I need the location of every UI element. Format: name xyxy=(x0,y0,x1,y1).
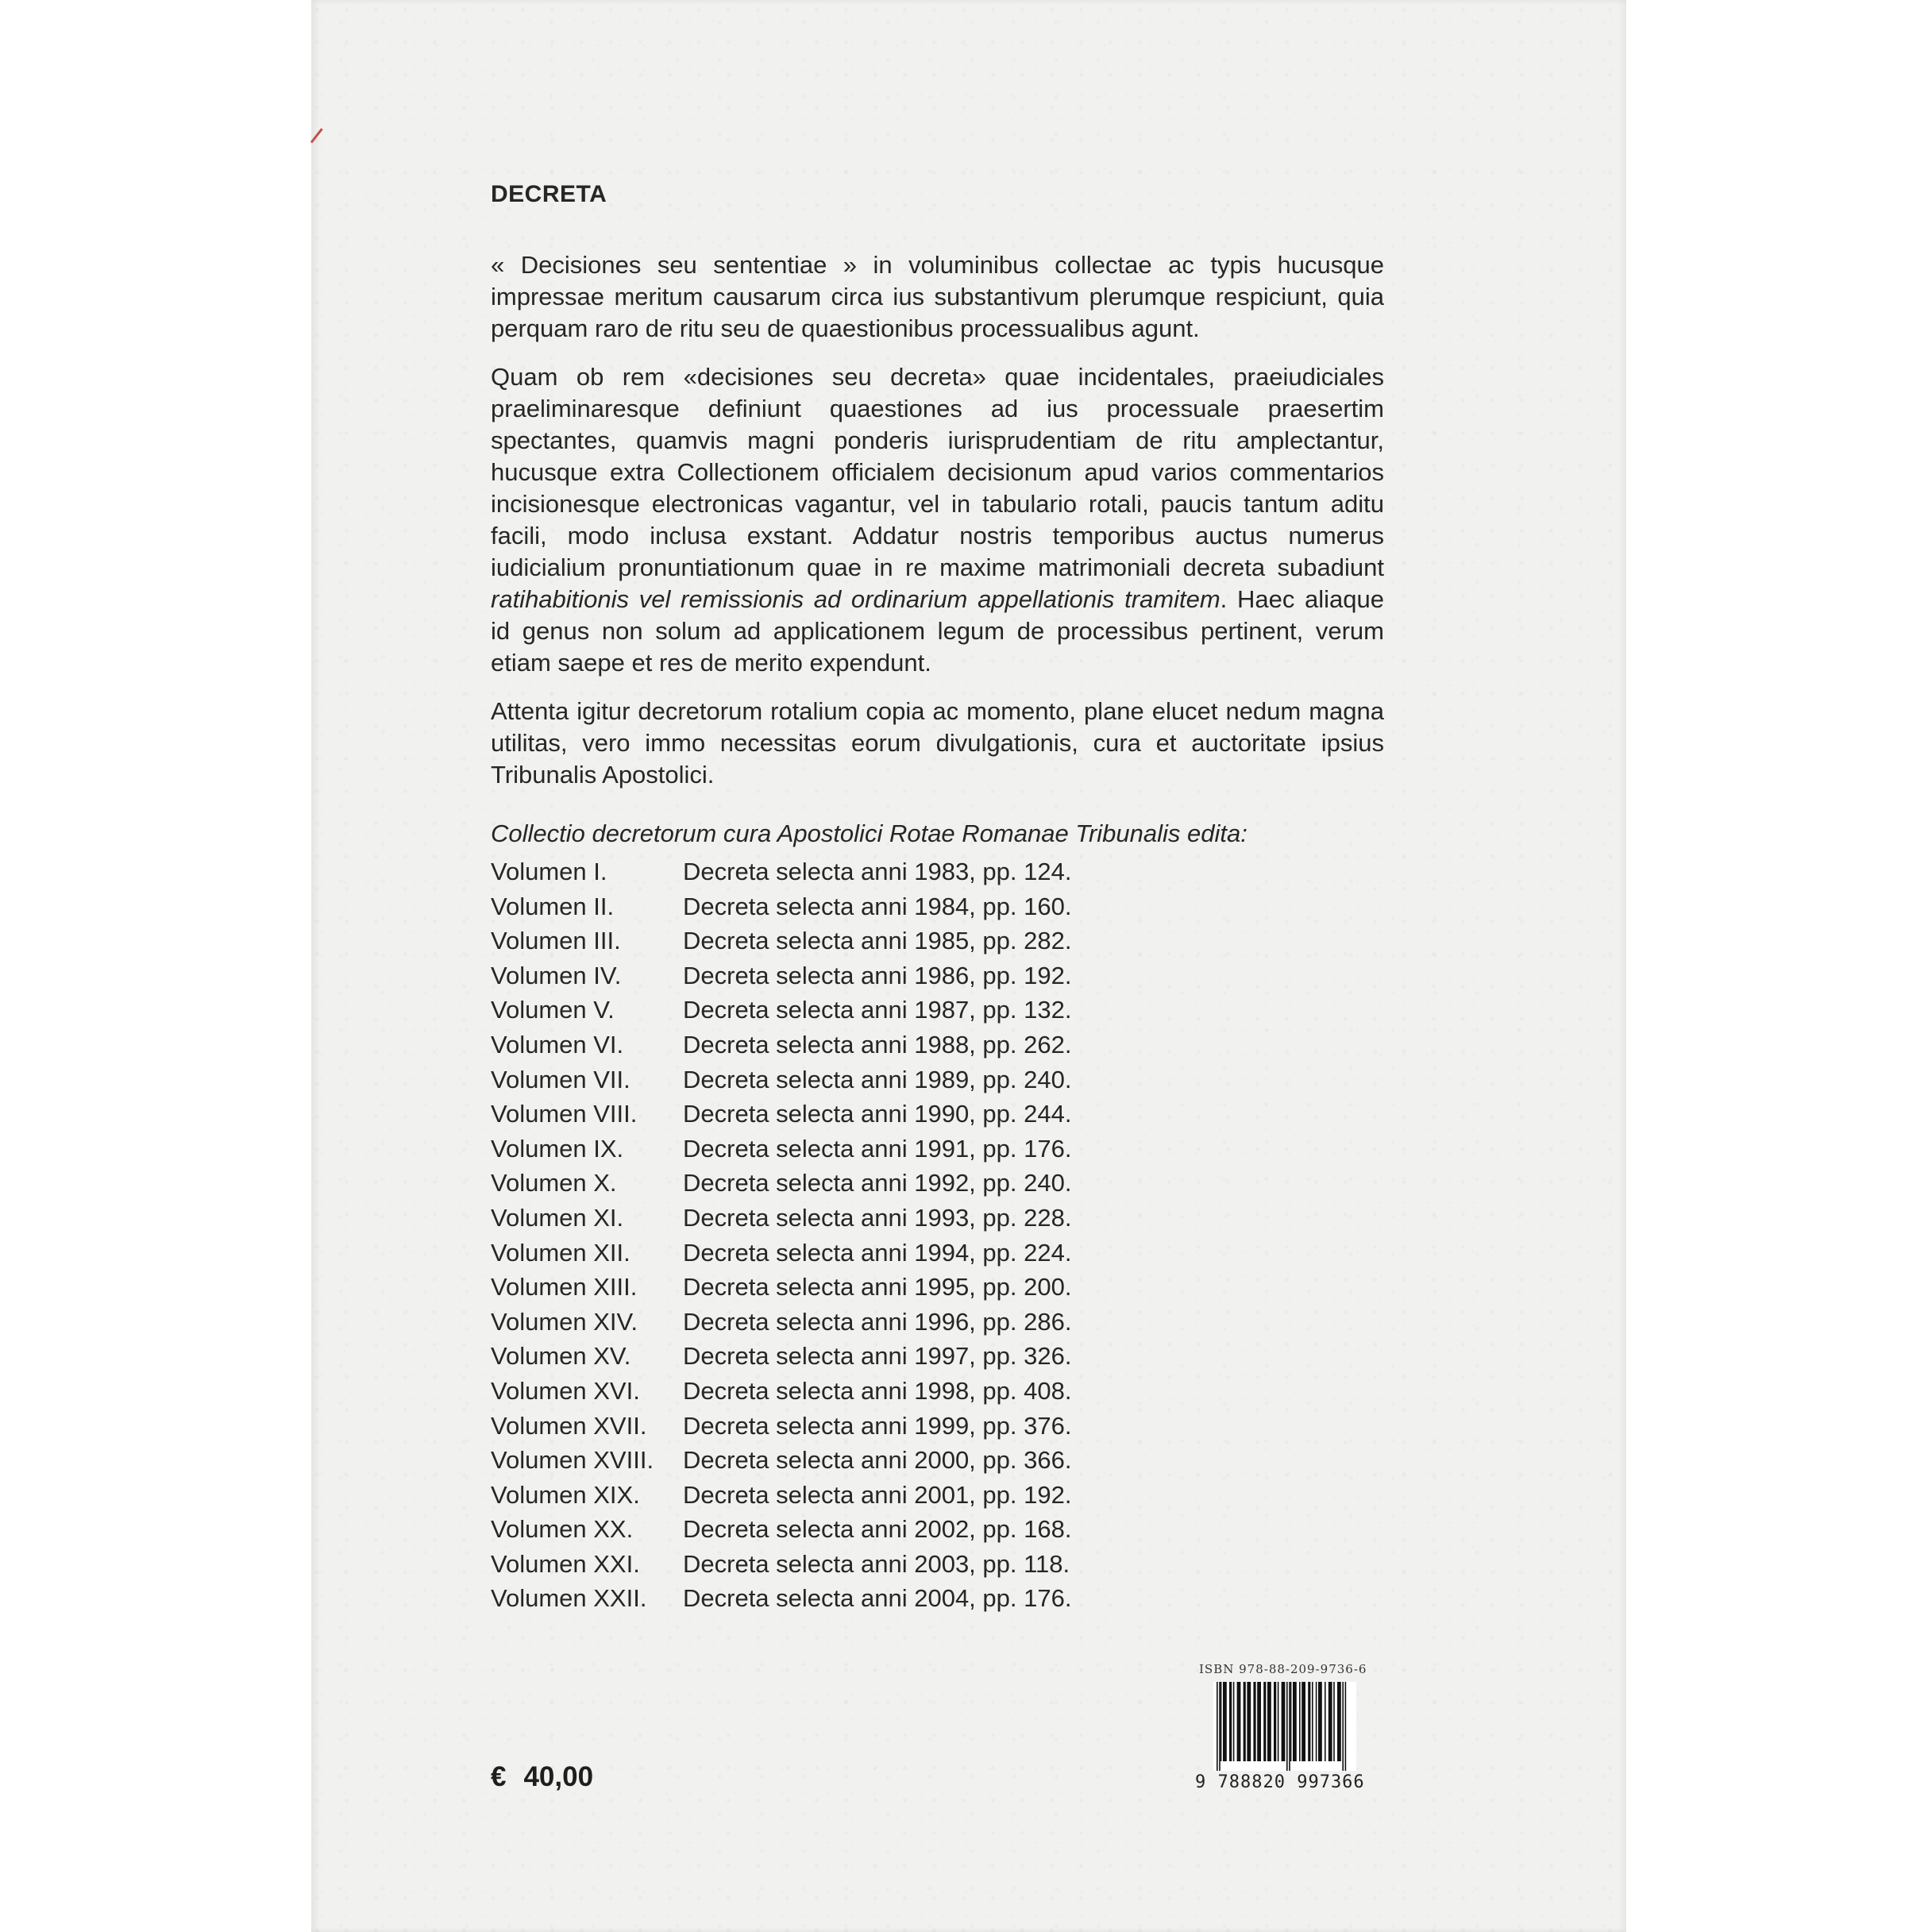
volume-description: Decreta selecta anni 1994, pp. 224. xyxy=(683,1238,1072,1267)
barcode-bar xyxy=(1308,1682,1310,1761)
volume-number: Volumen VII. xyxy=(491,1065,631,1093)
volume-description: Decreta selecta anni 1997, pp. 326. xyxy=(683,1342,1072,1371)
barcode-bars xyxy=(1213,1682,1356,1771)
volume-description: Decreta selecta anni 1995, pp. 200. xyxy=(683,1273,1072,1301)
list-item xyxy=(491,924,1384,958)
paragraph-1: « Decisiones seu sententiae » in voluminibus collectae ac typis hucusque impressae meritum causarum circa ius substantivum plerumque respiciunt, quia perquam raro de ritu seu de quaestionibus processualibus agunt. xyxy=(491,251,1384,342)
isbn-label: ISBN 978-88-209-9736-6 xyxy=(1199,1662,1367,1676)
barcode-bar xyxy=(1299,1682,1301,1761)
barcode-bar xyxy=(1253,1682,1255,1761)
barcode-bar xyxy=(1257,1682,1261,1761)
volume-description: Decreta selecta anni 1991, pp. 176. xyxy=(683,1134,1072,1163)
volume-number: Volumen XIX. xyxy=(491,1480,640,1509)
paragraph-3: Attenta igitur decretorum rotalium copia ac momento, plane elucet nedum magna utilitas, vero immo necessitas eorum divulgationis, cura et auctoritate ipsius Tribunalis Apostolici. xyxy=(491,697,1384,789)
list-item xyxy=(491,1478,1384,1513)
barcode-bar xyxy=(1312,1682,1313,1761)
barcode-bar xyxy=(1286,1682,1288,1771)
barcode-number: 9 788820 997366 xyxy=(1195,1772,1365,1792)
list-item xyxy=(491,958,1384,993)
paragraph-2-text-b: . Haec aliaque id genus non solum ad applicationem legum de processibus pertinent, verum etiam saepe et res de merito expendunt. xyxy=(491,585,1385,677)
volume-number: Volumen XIV. xyxy=(491,1307,638,1336)
barcode-bar xyxy=(1325,1682,1326,1761)
volume-description: Decreta selecta anni 1992, pp. 240. xyxy=(683,1169,1072,1197)
list-item xyxy=(491,1305,1384,1340)
barcode-bar xyxy=(1219,1682,1221,1771)
list-item xyxy=(491,889,1384,924)
volume-description: Decreta selecta anni 2003, pp. 118. xyxy=(683,1549,1070,1578)
volume-number: Volumen X. xyxy=(491,1169,617,1197)
currency-symbol: € xyxy=(491,1761,507,1792)
volume-number: Volumen I. xyxy=(491,858,607,885)
heading: DECRETA xyxy=(491,181,607,207)
volume-number: Volumen XVII. xyxy=(491,1411,647,1440)
barcode-bar xyxy=(1274,1682,1276,1761)
volume-number: Volumen XXII. xyxy=(491,1584,647,1613)
list-item xyxy=(491,1339,1384,1374)
paragraph-2-italic: ratihabitionis vel remissionis ad ordinarium appellationis tramitem xyxy=(491,585,1221,613)
barcode-bar xyxy=(1328,1682,1332,1761)
barcode-bar xyxy=(1301,1682,1305,1761)
price-amount: 40,00 xyxy=(523,1761,594,1792)
volume-description: Decreta selecta anni 1988, pp. 262. xyxy=(683,1030,1072,1059)
barcode-bar xyxy=(1342,1682,1344,1771)
volume-number: Volumen IV. xyxy=(491,961,622,989)
volume-description: Decreta selecta anni 2001, pp. 192. xyxy=(683,1480,1072,1509)
list-item xyxy=(491,1166,1384,1201)
barcode-bar xyxy=(1290,1682,1292,1761)
barcode-bar xyxy=(1237,1682,1241,1761)
barcode-bar xyxy=(1229,1682,1232,1761)
list-item xyxy=(491,993,1384,1028)
volume-number: Volumen XX. xyxy=(491,1515,634,1544)
volume-number: Volumen VIII. xyxy=(491,1100,638,1128)
list-item xyxy=(491,1236,1384,1271)
list-item xyxy=(491,1547,1384,1582)
list-item xyxy=(491,1512,1384,1547)
list-item xyxy=(491,1028,1384,1062)
list-item xyxy=(491,1097,1384,1132)
volume-description: Decreta selecta anni 1987, pp. 132. xyxy=(683,996,1072,1024)
barcode-bar xyxy=(1221,1682,1222,1761)
barcode-bar xyxy=(1247,1682,1251,1761)
barcode-bar xyxy=(1337,1682,1341,1761)
volume-number: Volumen VI. xyxy=(491,1030,624,1059)
volume-description: Decreta selecta anni 1993, pp. 228. xyxy=(683,1203,1072,1232)
volume-list xyxy=(491,854,1384,1616)
volume-number: Volumen II. xyxy=(491,892,615,920)
volume-number: Volumen III. xyxy=(491,927,621,955)
volume-number: Volumen XVIII. xyxy=(491,1446,654,1475)
barcode-bar xyxy=(1263,1682,1266,1761)
barcode-bar xyxy=(1345,1682,1347,1771)
barcode-bar xyxy=(1244,1682,1246,1761)
barcode-bar xyxy=(1333,1682,1335,1761)
volume-description: Decreta selecta anni 2000, pp. 366. xyxy=(683,1446,1072,1475)
volume-description: Decreta selecta anni 1989, pp. 240. xyxy=(683,1065,1072,1093)
volume-number: Volumen XVI. xyxy=(491,1376,640,1405)
barcode-bar xyxy=(1217,1682,1218,1771)
volume-description: Decreta selecta anni 2004, pp. 176. xyxy=(683,1584,1072,1613)
volume-description: Decreta selecta anni 1998, pp. 408. xyxy=(683,1376,1072,1405)
barcode-bar xyxy=(1293,1682,1297,1761)
volume-description: Decreta selecta anni 1985, pp. 282. xyxy=(683,927,1072,955)
volume-number: Volumen XXI. xyxy=(491,1549,640,1578)
list-item xyxy=(491,1374,1384,1409)
list-item xyxy=(491,854,1384,889)
list-item xyxy=(491,1581,1384,1616)
barcode-bar xyxy=(1223,1682,1227,1761)
list-item xyxy=(491,1409,1384,1444)
volume-description: Decreta selecta anni 2002, pp. 168. xyxy=(683,1515,1072,1544)
volume-number: Volumen IX. xyxy=(491,1134,624,1163)
barcode-bar xyxy=(1267,1682,1271,1761)
volume-description: Decreta selecta anni 1984, pp. 160. xyxy=(683,892,1072,920)
volume-description: Decreta selecta anni 1986, pp. 192. xyxy=(683,961,1072,989)
cover-text xyxy=(491,179,1384,1616)
list-item xyxy=(491,1062,1384,1097)
volume-number: Volumen V. xyxy=(491,996,615,1024)
list-item xyxy=(491,1270,1384,1305)
barcode xyxy=(1213,1682,1356,1771)
volume-number: Volumen XIII. xyxy=(491,1273,638,1301)
barcode-bar xyxy=(1289,1682,1290,1771)
price xyxy=(491,1761,593,1793)
list-item xyxy=(491,1443,1384,1478)
list-item xyxy=(491,1132,1384,1167)
volume-number: Volumen XV. xyxy=(491,1342,631,1371)
paragraph-2-text-a: Quam ob rem «decisiones seu decreta» quae incidentales, praeiudiciales praeliminaresque definiunt quaestiones ad ius processuale praesertim spectantes, quamvis magni ponderis iurisprudentiam de ritu amplectantur, hucusque extra Collectionem officialem decisionum apud varios commentarios incisionesque electronicas vagantur, vel in tabulario rotali, paucis tantum aditu facili, modo inclusa exstant. Addatur nostris temporibus auctus numerus iudicialium pronuntiationum quae in re maxime matrimoniali decreta subadiunt xyxy=(491,363,1384,581)
list-item xyxy=(491,1201,1384,1236)
volume-number: Volumen XII. xyxy=(491,1238,631,1267)
barcode-bar xyxy=(1318,1682,1322,1761)
volume-description: Decreta selecta anni 1999, pp. 376. xyxy=(683,1411,1072,1440)
volume-description: Decreta selecta anni 1996, pp. 286. xyxy=(683,1307,1072,1336)
barcode-bar xyxy=(1316,1682,1317,1761)
barcode-bar xyxy=(1282,1682,1286,1761)
volume-number: Volumen XI. xyxy=(491,1203,624,1232)
collection-title: Collectio decretorum cura Apostolici Rotae Romanae Tribunalis edita: xyxy=(491,819,1248,847)
volume-description: Decreta selecta anni 1983, pp. 124. xyxy=(683,858,1072,885)
barcode-bar xyxy=(1233,1682,1235,1761)
volume-description: Decreta selecta anni 1990, pp. 244. xyxy=(683,1100,1072,1128)
barcode-bar xyxy=(1278,1682,1279,1761)
paragraph-2 xyxy=(491,361,1384,679)
